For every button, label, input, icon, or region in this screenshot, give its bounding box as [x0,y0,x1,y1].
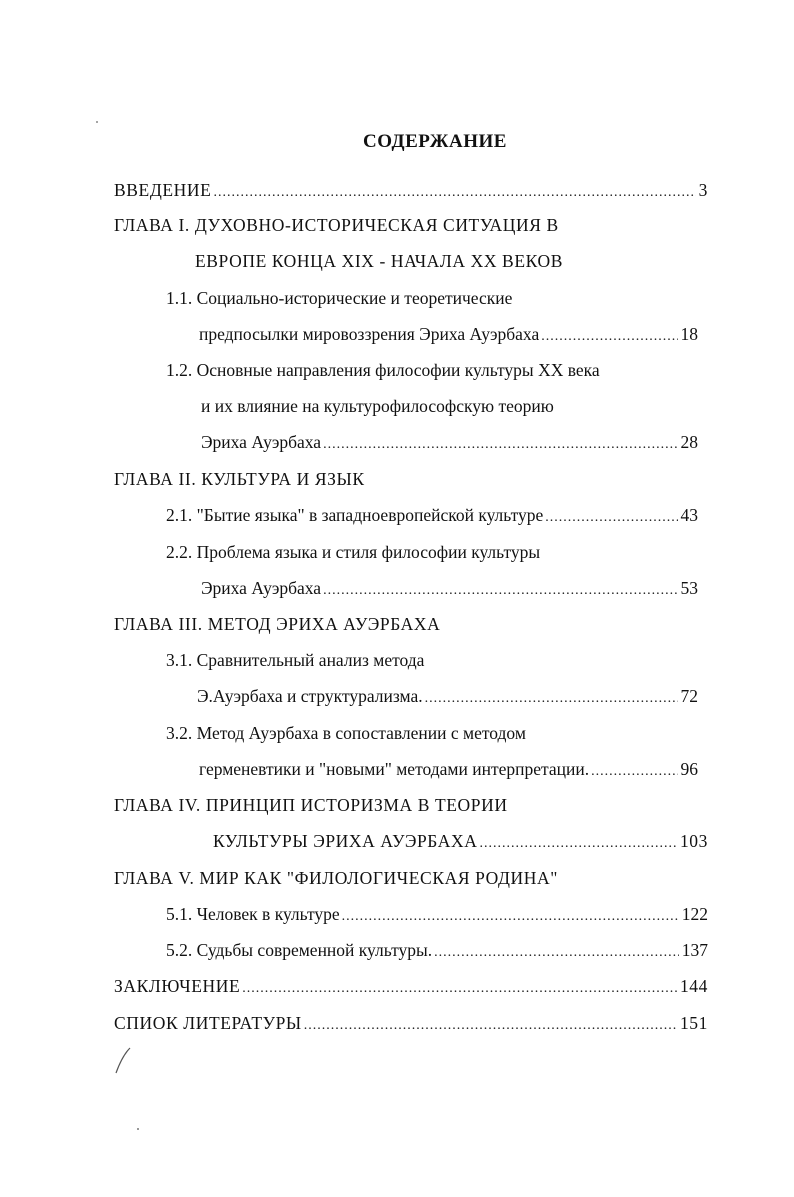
page-number: 3 [698,180,708,200]
toc-entry-section-3-1 [197,683,698,709]
scan-speck [137,1128,139,1130]
entry-label: ЗАКЛЮЧЕНИЕ [114,976,241,996]
chapter-1-heading: ГЛАВА I. ДУХОВНО-ИСТОРИЧЕСКАЯ СИТУАЦИЯ В [114,215,559,235]
entry-label: Эриха Ауэрбаха [201,578,322,598]
page-number: 96 [680,759,698,779]
dot-leader [425,686,678,712]
dot-leader [342,904,679,930]
toc-entry-section-5-1 [166,901,708,927]
dot-leader [323,578,677,604]
toc-entry-conclusion [114,973,708,999]
dot-leader [479,831,676,857]
page-number: 53 [680,578,698,598]
dot-leader [242,976,677,1002]
toc-entry-section-2-1 [166,502,698,528]
toc-entry-section-2-2 [201,575,698,601]
entry-label: 5.2. Судьбы современной культуры. [166,940,433,960]
page-number: 151 [679,1013,708,1033]
page-number: 72 [680,686,698,706]
dot-leader [591,759,677,785]
entry-label: Эриха Ауэрбаха [201,432,322,452]
toc-entry-chapter-4 [213,828,708,854]
dot-leader [541,324,677,350]
toc-entry-section-1-1 [199,321,698,347]
entry-label: СПИОК ЛИТЕРАТУРЫ [114,1013,302,1033]
section-1-1-title: 1.1. Социально-исторические и теоретические [166,288,513,308]
pen-stroke-mark [112,1046,134,1076]
toc-entry-section-5-2 [166,937,708,963]
toc-entry-intro [114,177,708,203]
page-number: 43 [680,505,698,525]
entry-label: предпосылки мировоззрения Эриха Ауэрбаха [199,324,540,344]
chapter-1-heading-cont: ЕВРОПЕ КОНЦА XIX - НАЧАЛА XX ВЕКОВ [195,251,563,271]
page-number: 103 [679,831,708,851]
dot-leader [434,940,679,966]
section-1-2-title: 1.2. Основные направления философии культуры XX века [166,360,600,380]
entry-label: 2.1. "Бытие языка" в западноевропейской культуре [166,505,544,525]
section-3-1-title: 3.1. Сравнительный анализ метода [166,650,425,670]
entry-label: КУЛЬТУРЫ ЭРИХА АУЭРБАХА [213,831,478,851]
toc-entry-bibliography [114,1010,708,1036]
dot-leader [545,505,677,531]
entry-label: 5.1. Человек в культуре [166,904,340,924]
dot-leader [304,1013,677,1039]
page-number: 28 [680,432,698,452]
page-number: 18 [680,324,698,344]
chapter-2-heading: ГЛАВА II. КУЛЬТУРА И ЯЗЫК [114,469,365,489]
dot-leader [323,432,677,458]
entry-label: Э.Ауэрбаха и структурализма. [197,686,423,706]
section-2-2-title: 2.2. Проблема языка и стиля философии культуры [166,542,541,562]
chapter-5-heading: ГЛАВА V. МИР КАК "ФИЛОЛОГИЧЕСКАЯ РОДИНА" [114,868,558,888]
scan-speck [96,121,98,123]
toc-title: СОДЕРЖАНИЕ [363,131,507,152]
toc-entry-section-3-2 [199,756,698,782]
entry-label: ВВЕДЕНИЕ [114,180,212,200]
page-number: 122 [681,904,708,924]
section-3-2-title: 3.2. Метод Ауэрбаха в сопоставлении с методом [166,723,526,743]
page-number: 144 [679,976,708,996]
section-1-2-title-cont: и их влияние на культурофилософскую теорию [201,396,554,416]
entry-label: герменевтики и "новыми" методами интерпретации. [199,759,590,779]
dot-leader [213,180,695,206]
chapter-4-heading: ГЛАВА IV. ПРИНЦИП ИСТОРИЗМА В ТЕОРИИ [114,795,508,815]
chapter-3-heading: ГЛАВА III. МЕТОД ЭРИХА АУЭРБАХА [114,614,441,634]
toc-entry-section-1-2 [201,429,698,455]
page-number: 137 [681,940,708,960]
